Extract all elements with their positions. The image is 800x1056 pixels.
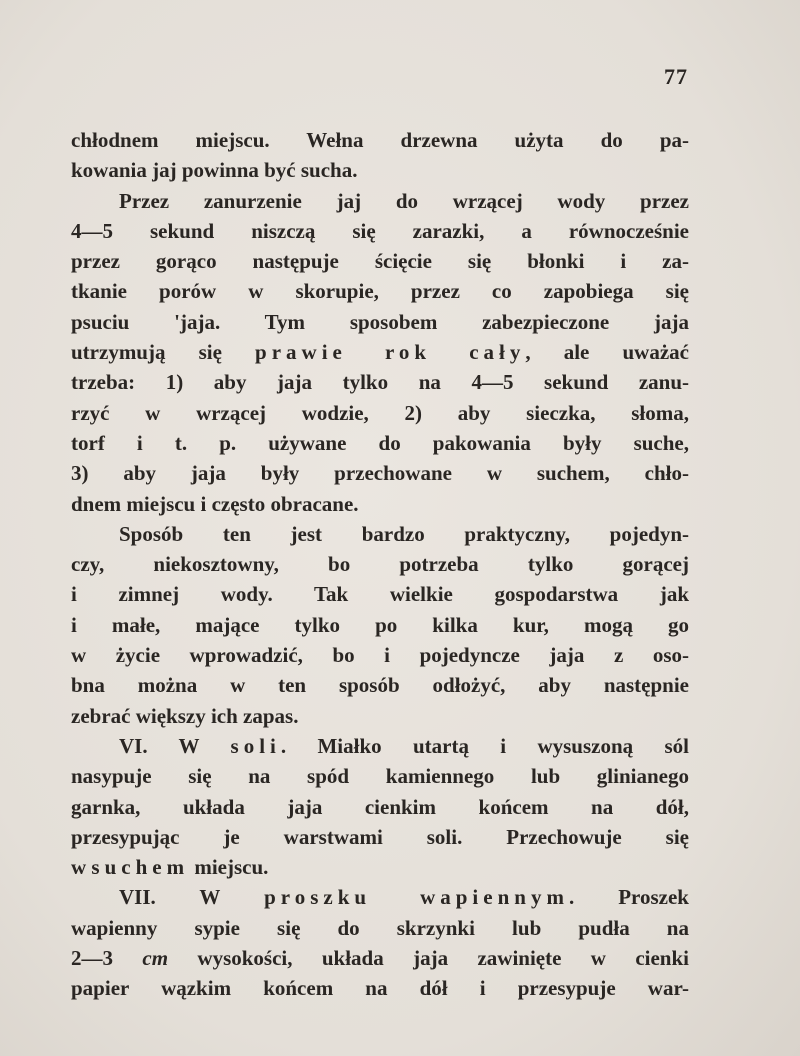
text-line: trzeba: 1) aby jaja tylko na 4—5 sekund zanu- <box>71 370 689 395</box>
text-line: VI. W soli. Miałko utartą i wysuszoną sól <box>119 733 689 758</box>
text-line: w życie wprowadzić, bo i pojedyncze jaja z oso- <box>71 643 689 668</box>
text-line: nasypuje się na spód kamiennego lub glinianego <box>71 764 689 789</box>
text-line: 3) aby jaja były przechowane w suchem, chło- <box>71 461 689 486</box>
text-line: kowania jaj powinna być sucha. <box>71 158 358 183</box>
text-line: 4—5 sekund niszczą się zarazki, a równocześnie <box>71 218 689 243</box>
text-line: Przez zanurzenie jaj do wrzącej wody przez <box>119 188 689 213</box>
text-line: w suchem miejscu. <box>71 855 269 880</box>
text-line: psuciu 'jaja. Tym sposobem zabezpieczone jaja <box>71 309 689 334</box>
text-line: przesypując je warstwami soli. Przechowuje się <box>71 824 689 849</box>
text-line: dnem miejscu i często obracane. <box>71 491 359 516</box>
text-line: zebrać większy ich zapas. <box>71 703 299 728</box>
text-line: i zimnej wody. Tak wielkie gospodarstwa jak <box>71 582 689 607</box>
text-line: garnka, układa jaja cienkim końcem na dół, <box>71 794 689 819</box>
text-line: utrzymują się prawie rok cały, ale uważać <box>71 340 689 365</box>
text-line: papier wązkim końcem na dół i przesypuje war- <box>71 976 689 1001</box>
text-line: chłodnem miejscu. Wełna drzewna użyta do pa- <box>71 128 689 152</box>
text-line: tkanie porów w skorupie, przez co zapobiega się <box>71 279 689 304</box>
page-number: 77 <box>664 64 688 89</box>
text-line: Sposób ten jest bardzo praktyczny, pojedyn- <box>119 521 689 546</box>
text-line: i małe, mające tylko po kilka kur, mogą go <box>71 612 689 637</box>
text-line: 2—3 cm wysokości, układa jaja zawinięte w cienki <box>71 946 689 971</box>
text-line: bna można w ten sposób odłożyć, aby następnie <box>71 673 689 698</box>
text-line: rzyć w wrzącej wodzie, 2) aby sieczka, słoma, <box>71 400 689 425</box>
text-line: wapienny sypie się do skrzynki lub pudła na <box>71 915 689 940</box>
body-text <box>71 125 689 1004</box>
text-line: VII. W proszku wapiennym. Proszek <box>119 885 689 910</box>
text-line: czy, niekosztowny, bo potrzeba tylko gorącej <box>71 552 689 577</box>
text-line: przez gorąco następuje ścięcie się błonki i za- <box>71 249 689 274</box>
text-line: torf i t. p. używane do pakowania były suche, <box>71 430 689 455</box>
